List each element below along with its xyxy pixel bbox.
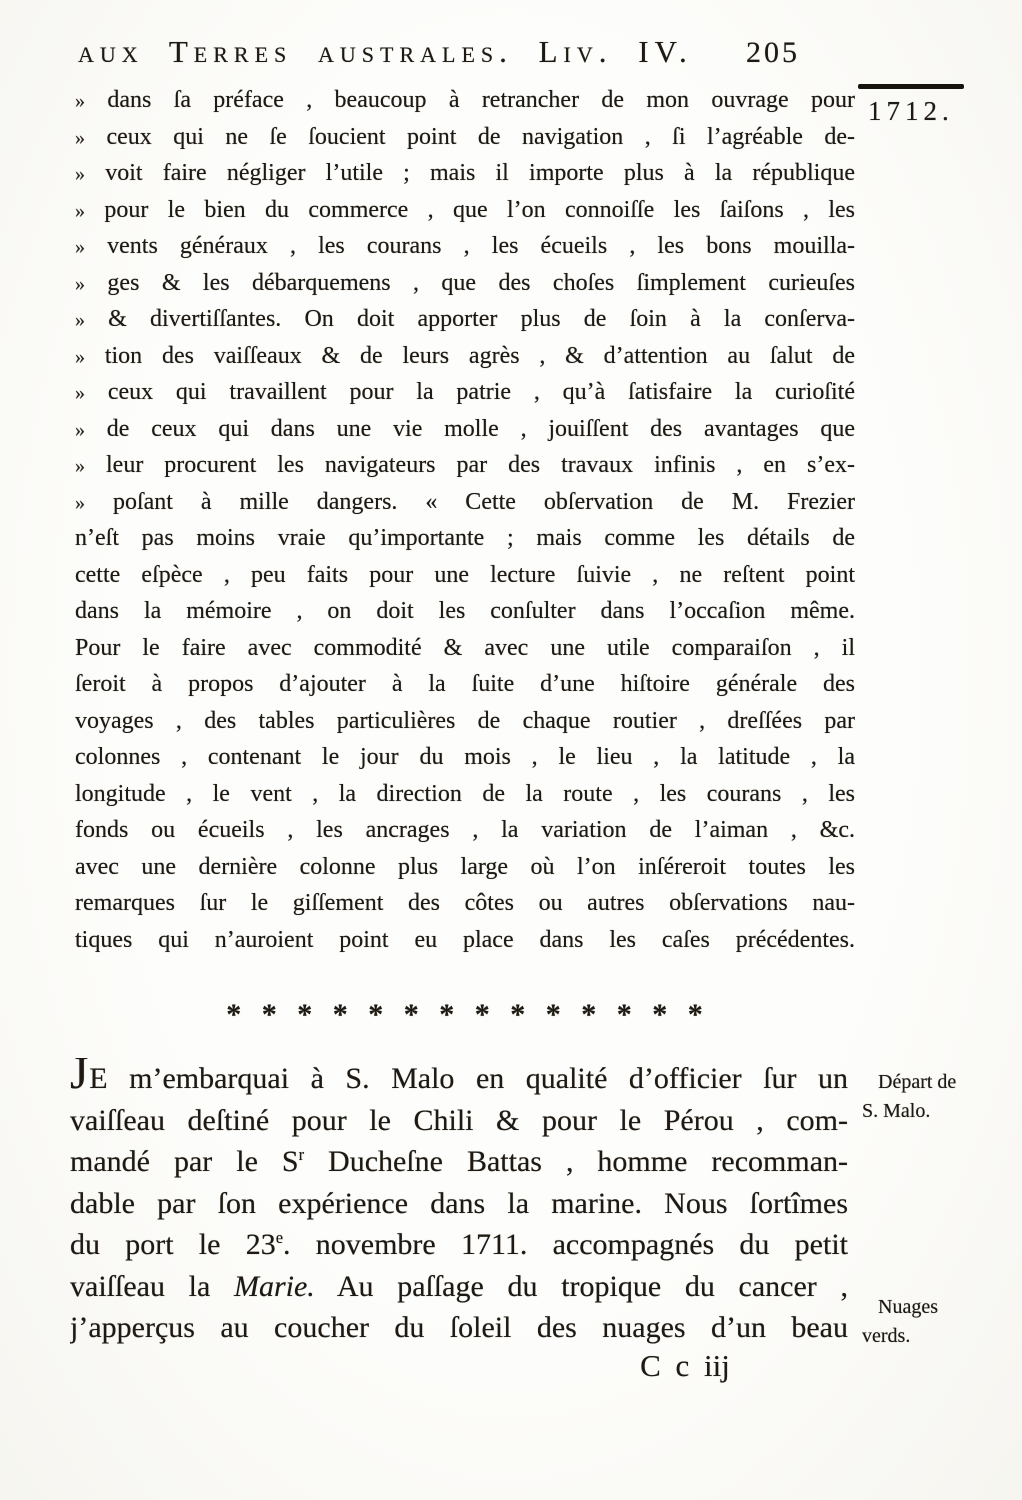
body-line: fonds ou écueils , les ancrages , la variation de l’aiman , &c. <box>75 817 855 843</box>
signature-mark: C c iij <box>640 1348 730 1383</box>
quote-line-text: vents généraux , les courans , les écueils , les bons mouilla- <box>107 233 855 259</box>
quote-line <box>75 265 855 302</box>
quote-line-text: dans ſa préface , beaucoup à retrancher de mon ouvrage pour <box>107 87 855 113</box>
quote-line <box>75 411 855 448</box>
running-header: aux Terres australes. Liv. IV. <box>78 34 693 69</box>
body-line-text: E m’embarquai à S. Malo en qualité d’officier ſur un <box>89 1062 848 1095</box>
quote-marker: » <box>75 309 85 331</box>
quote-marker: » <box>75 418 85 441</box>
margin-note-line: S. Malo. <box>862 1100 931 1122</box>
body-line-text: Ducheſne Battas , homme recomman- <box>304 1145 848 1178</box>
body-line <box>70 1224 848 1266</box>
margin-note-nuages <box>862 1293 1014 1351</box>
drop-cap-initial: J <box>70 1058 90 1099</box>
asterisk-separator: * * * * * * * * * * * * * * <box>226 998 704 1031</box>
quote-line-text: ceux qui travaillent pour la patrie , qu’à ſatisfaire la curioſité <box>107 379 855 405</box>
body-line: j’apperçus au coucher du ſoleil des nuages d’un beau <box>70 1311 848 1344</box>
quote-marker: » <box>75 90 85 112</box>
quote-line-text: pour le bien du commerce , que l’on connoiſſe les ſaiſons , les <box>104 196 855 223</box>
body-line: Pour le faire avec commodité & avec une utile comparaiſon , il <box>75 634 855 661</box>
page-number: 205 <box>746 36 800 69</box>
body-line: colonnes , contenant le jour du mois , le lieu , la latitude , la <box>75 744 855 770</box>
superscript-r: r <box>298 1145 305 1164</box>
body-line-text: mandé par le S <box>70 1145 299 1178</box>
superscript-e: e <box>275 1228 284 1247</box>
quote-line-text: & divertiſſantes. On doit apporter plus de ſoin à la conſerva- <box>108 306 855 332</box>
margin-note-line: Départ de <box>878 1071 957 1093</box>
body-line <box>70 1266 848 1308</box>
body-line: cette eſpèce , peu faits pour une lecture ſuivie , ne reſtent point <box>75 561 855 588</box>
body-line: dable par ſon expérience dans la marine. Nous ſortîmes <box>70 1186 848 1220</box>
body-line: voyages , des tables particulières de chaque routier , dreſſées par <box>75 707 855 734</box>
body-line: dans la mémoire , on doit les conſulter dans l’occaſion même. <box>75 598 855 624</box>
margin-note-line: verds. <box>862 1325 911 1347</box>
quote-line-text: voit faire négliger l’utile ; mais il importe plus à la république <box>105 160 855 186</box>
body-line: tiques qui n’auroient point eu place dans les caſes précédentes. <box>75 926 855 953</box>
quote-marker: » <box>75 382 85 404</box>
quote-line <box>75 484 855 521</box>
quote-line <box>75 338 855 375</box>
quote-line-text: ges & les débarquemens , que des choſes ſimplement curieuſes <box>107 269 855 296</box>
quote-line <box>75 119 855 156</box>
quote-line-text: de ceux qui dans une vie molle , jouiſſent des avantages que <box>106 415 855 442</box>
body-line-text: du port le 23 <box>70 1228 276 1261</box>
body-line: n’eſt pas moins vraie qu’importante ; mais comme les détails de <box>75 525 855 551</box>
body-line <box>70 1141 848 1183</box>
quote-marker: » <box>75 163 85 185</box>
quote-marker: » <box>75 491 85 514</box>
margin-note-depart <box>862 1068 1014 1126</box>
quote-line <box>75 374 855 411</box>
quote-marker: » <box>75 126 85 149</box>
quote-line <box>75 301 855 338</box>
main-text-block <box>75 82 855 958</box>
body-line: longitude , le vent , la direction de la route , les courans , les <box>75 780 855 807</box>
quote-line <box>75 192 855 229</box>
margin-note-line: Nuages <box>878 1296 938 1318</box>
quote-marker: » <box>75 272 85 295</box>
quote-line <box>75 228 855 265</box>
body-line-text: vaiſſeau la <box>70 1269 234 1303</box>
quote-line <box>75 447 855 484</box>
body-line <box>70 1058 848 1100</box>
body-line-text: . novembre 1711. accompagnés du petit <box>283 1228 848 1261</box>
body-line: avec une dernière colonne plus large où l’on inſéreroit toutes les <box>75 853 855 880</box>
body-line: remarques ſur le giſſement des côtes ou autres obſervations nau- <box>75 890 855 916</box>
quote-line <box>75 155 855 192</box>
body-line: vaiſſeau deſtiné pour le Chili & pour le Pérou , com- <box>70 1103 848 1137</box>
quote-marker: » <box>75 455 85 477</box>
quote-line-text: poſant à mille dangers. « Cette obſervation de M. Frezier <box>112 488 855 515</box>
quote-marker: » <box>75 345 85 368</box>
quote-marker: » <box>75 199 85 222</box>
ship-name-italic: Marie. <box>233 1269 315 1303</box>
second-paragraph <box>70 1058 848 1349</box>
margin-year-note: 1712. <box>868 96 954 126</box>
quote-line <box>75 82 855 119</box>
margin-rule <box>858 84 964 89</box>
quote-line-text: tion des vaiſſeaux & de leurs agrès , & d’attention au ſalut de <box>104 342 855 369</box>
body-line-text: Au paſſage du tropique du cancer , <box>314 1269 848 1303</box>
quote-line-text: leur procurent les navigateurs par des travaux infinis , en s’ex- <box>106 452 855 478</box>
quote-line-text: ceux qui ne ſe ſoucient point de navigation , ſi l’agréable de- <box>106 123 855 150</box>
quote-marker: » <box>75 236 85 258</box>
body-line: ſeroit à propos d’ajouter à la ſuite d’une hiſtoire générale des <box>75 671 855 697</box>
